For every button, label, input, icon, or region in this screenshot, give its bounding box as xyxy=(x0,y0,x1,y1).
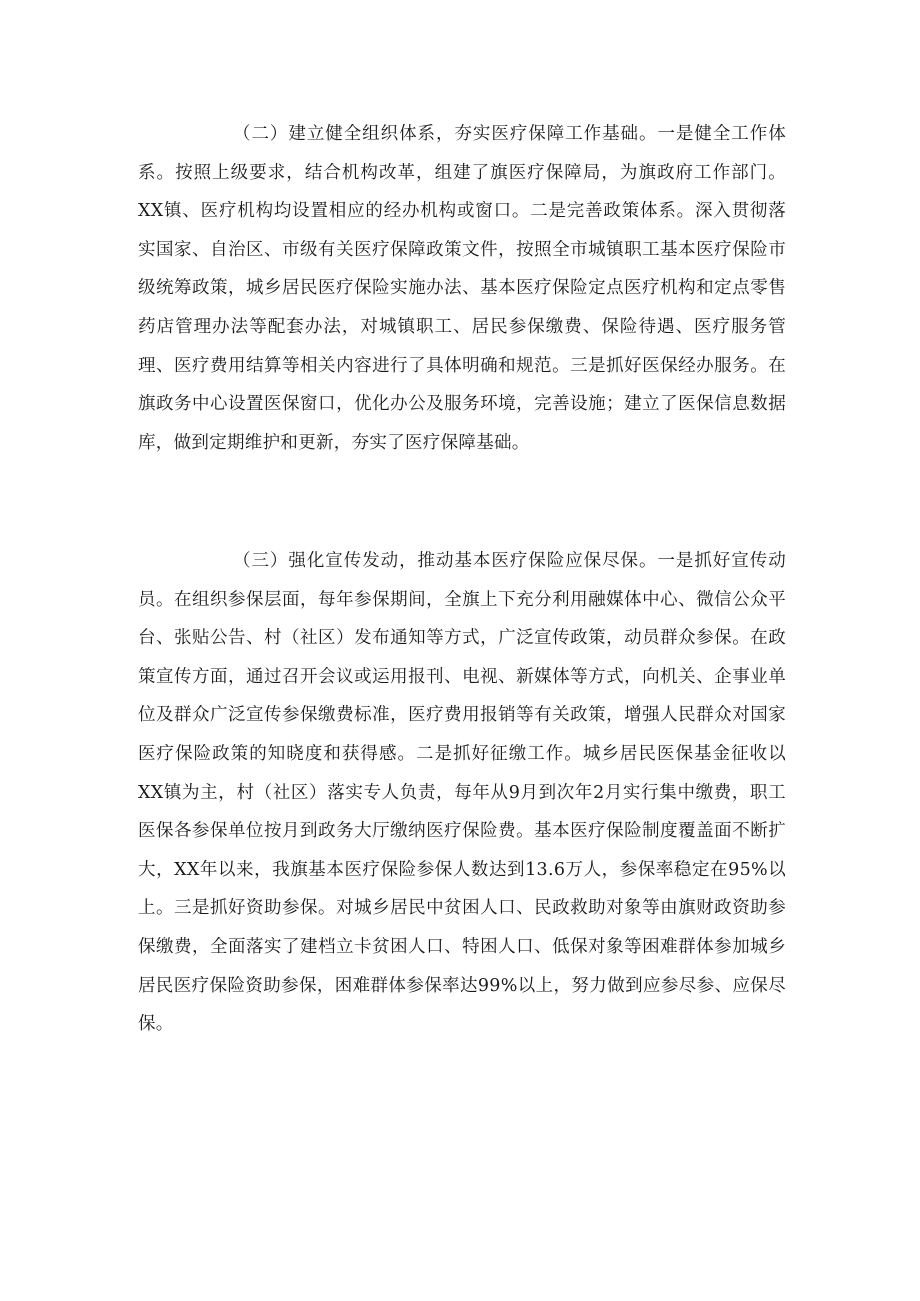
paragraph-publicity-insurance: （三）强化宣传发动，推动基本医疗保险应保尽保。一是抓好宣传动员。在组织参保层面，每年参保期间，全旗上下充分利用融媒体中心、微信公众平台、张贴公告、村（社区）发布通知等方式，广泛宣传政策，动员群众参保。在政策宣传方面，通过召开会议或运用报刊、电视、新媒体等方式，向机关、企事业单位及群众广泛宣传参保缴费标准，医疗费用报销等有关政策，增强人民群众对国家医疗保险政策的知晓度和获得感。二是抓好征缴工作。城乡居民医保基金征收以XX镇为主，村（社区）落实专人负责，每年从9月到次年2月实行集中缴费，职工医保各参保单位按月到政务大厅缴纳医疗保险费。基本医疗保险制度覆盖面不断扩大，XX年以来，我旗基本医疗保险参保人数达到13.6万人，参保率稳定在95%以上。三是抓好资助参保。对城乡居民中贫困人口、民政救助对象等由旗财政资助参保缴费，全面落实了建档立卡贫困人口、特困人口、低保对象等困难群体参加城乡居民医疗保险资助参保，困难群体参保率达99%以上，努力做到应参尽参、应保尽保。 xyxy=(138,551,786,1035)
paragraph-organization-system: （二）建立健全组织体系，夯实医疗保障工作基础。一是健全工作体系。按照上级要求，结合机构改革，组建了旗医疗保障局，为旗政府工作部门。XX镇、医疗机构均设置相应的经办机构或窗口。二是完善政策体系。深入贯彻落实国家、自治区、市级有关医疗保障政策文件，按照全市城镇职工基本医疗保险市级统筹政策，城乡居民医疗保险实施办法、基本医疗保险定点医疗机构和定点零售药店管理办法等配套办法，对城镇职工、居民参保缴费、保险待遇、医疗服务管理、医疗费用结算等相关内容进行了具体明确和规范。三是抓好医保经办服务。在旗政务中心设置医保窗口，优化办公及服务环境，完善设施；建立了医保信息数据库，做到定期维护和更新，夯实了医疗保障基础。 xyxy=(138,124,786,453)
